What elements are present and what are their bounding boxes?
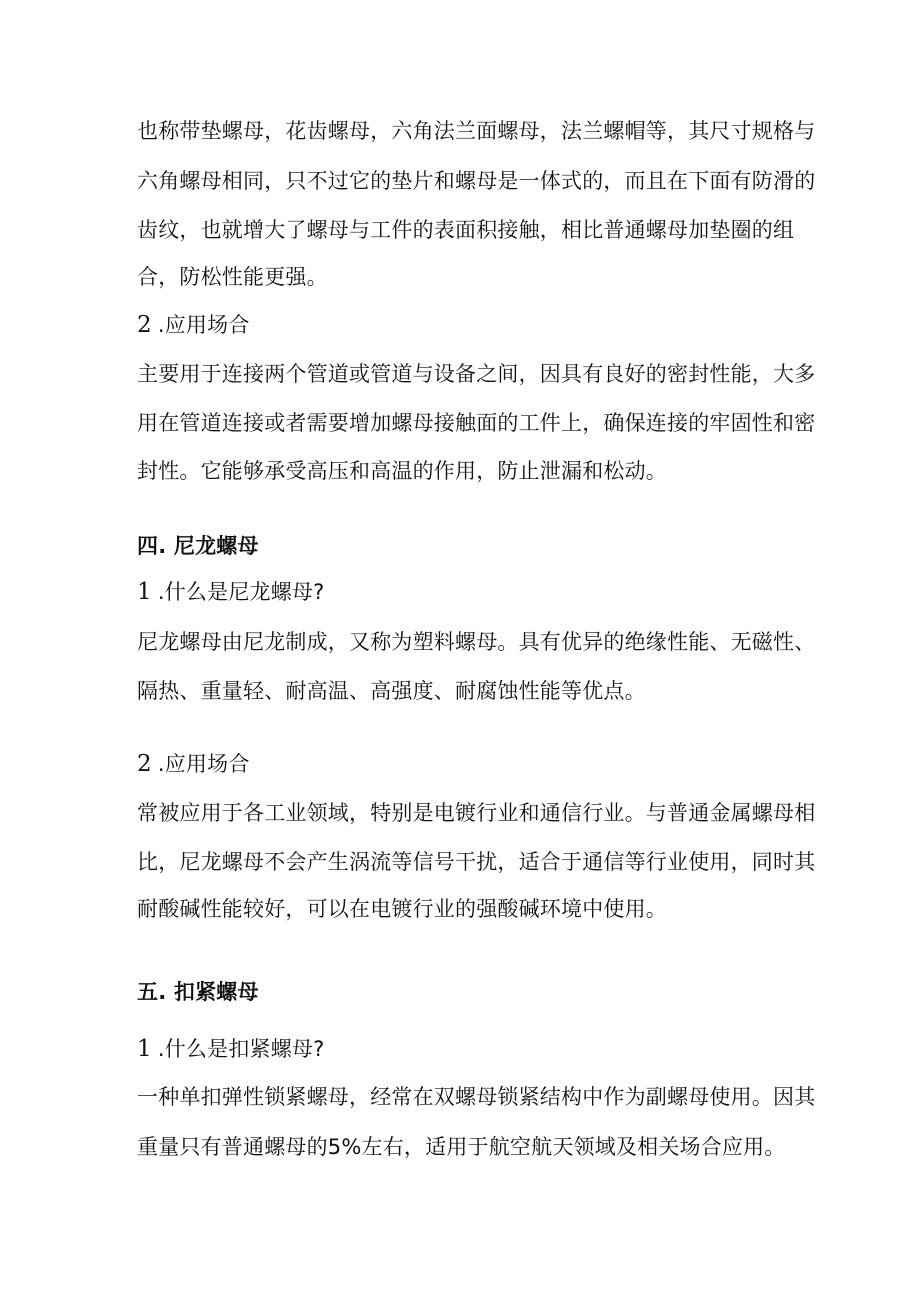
paragraph-line: 隔热、重量轻、耐高温、高强度、耐腐蚀性能等优点。	[137, 679, 646, 703]
section-heading: 四. 尼龙螺母	[137, 534, 259, 558]
subheading	[137, 750, 250, 778]
subheading-title: .什么是尼龙螺母?	[157, 580, 325, 604]
paragraph-line: 重量只有普通螺母的5%左右，适用于航空航天领域及相关场合应用。	[137, 1135, 786, 1159]
paragraph-line: 用在管道连接或者需要增加螺母接触面的工件上，确保连接的牢固性和密	[137, 411, 816, 435]
subheading	[137, 578, 324, 606]
paragraph-line: 也称带垫螺母，花齿螺母，六角法兰面螺母，法兰螺帽等，其尺寸规格与	[137, 119, 816, 143]
subheading-number: 2	[137, 312, 152, 338]
paragraph-line: 常被应用于各工业领域，特别是电镀行业和通信行业。与普通金属螺母相	[137, 801, 816, 825]
paragraph-line: 耐酸碱性能较好，可以在电镀行业的强酸碱环境中使用。	[137, 897, 667, 921]
paragraph-line: 一种单扣弹性锁紧螺母，经常在双螺母锁紧结构中作为副螺母使用。因其	[137, 1085, 816, 1109]
subheading	[137, 311, 250, 339]
section-heading: 五. 扣紧螺母	[137, 980, 259, 1004]
subheading-title: .什么是扣紧螺母?	[157, 1037, 325, 1061]
paragraph-line: 齿纹，也就增大了螺母与工件的表面积接触，相比普通螺母加垫圈的组	[137, 218, 795, 242]
paragraph-line: 主要用于连接两个管道或管道与设备之间，因具有良好的密封性能，大多	[137, 362, 816, 386]
subheading-number: 1	[137, 579, 152, 605]
subheading-title: .应用场合	[157, 752, 250, 776]
subheading	[137, 1035, 324, 1063]
subheading-title: .应用场合	[157, 313, 250, 337]
paragraph-line: 六角螺母相同，只不过它的垫片和螺母是一体式的，而且在下面有防滑的	[137, 169, 816, 193]
paragraph-line: 比，尼龙螺母不会产生涡流等信号干扰，适合于通信等行业使用，同时其	[137, 850, 816, 874]
paragraph-line: 尼龙螺母由尼龙制成，又称为塑料螺母。具有优异的绝缘性能、无磁性、	[137, 630, 816, 654]
subheading-number: 2	[137, 751, 152, 777]
paragraph-line: 合，防松性能更强。	[137, 265, 328, 289]
subheading-number: 1	[137, 1036, 152, 1062]
paragraph-line: 封性。它能够承受高压和高温的作用，防止泄漏和松动。	[137, 459, 667, 483]
